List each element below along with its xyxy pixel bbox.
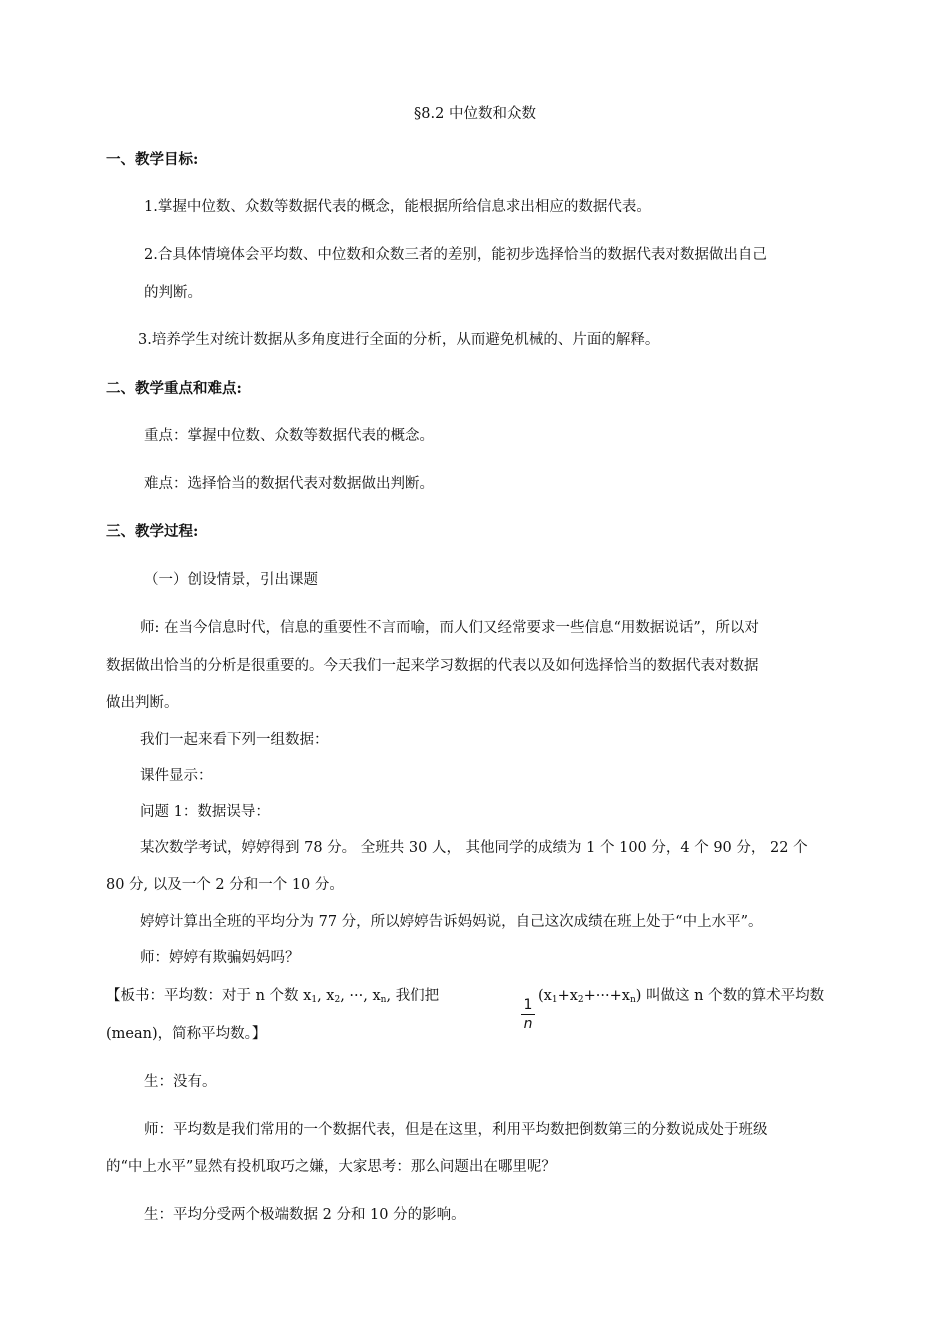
fraction-bar [521, 1014, 535, 1015]
story-conclusion: 婷婷计算出全班的平均分为 77 分，所以婷婷告诉妈妈说，自己这次成绩在班上处于“中上水平”。 [140, 914, 763, 930]
problem-1-heading: 问题 1：数据误导： [140, 804, 270, 820]
fraction-denominator: n [523, 1016, 533, 1032]
teacher-intro-line-1: 师: 在当今信息时代，信息的重要性不言而喻，而人们又经常要求一些信息“用数据说话”，所以对 [140, 620, 759, 636]
teacher-explanation-line-2: 的“中上水平”显然有投机取巧之嫌，大家思考：那么问题出在哪里呢？ [106, 1159, 556, 1175]
board-note-line-1-right: $(x_1+x_2+\cdot\cdot\cdot+x_n)$ 叫做这 n 个数的算术平均数 [538, 988, 825, 1005]
teacher-question: 师：婷婷有欺骗妈妈吗？ [140, 950, 300, 966]
section-heading-process: 三、教学过程: [106, 523, 199, 540]
paragraph-slide-display: 课件显示： [140, 768, 213, 784]
story-line-2: 80 分, 以及一个 2 分和一个 10 分。 [106, 877, 344, 893]
section-heading-goals: 一、教学目标: [106, 151, 199, 168]
student-answer-2: 生：平均分受两个极端数据 2 分和 10 分的影响。 [144, 1207, 466, 1223]
student-answer-1: 生：没有。 [144, 1074, 217, 1090]
goal-1: 1.掌握中位数、众数等数据代表的概念，能根据所给信息求出相应的数据代表。 [144, 199, 651, 215]
process-subheading: （一）创设情景，引出课题 [144, 572, 318, 588]
story-line-1: 某次数学考试，婷婷得到 78 分。 全班共 30 人， 其他同学的成绩为 1 个 100 分，4 个 90 分， 22 个 [140, 840, 808, 856]
key-point-difficulty: 难点：选择恰当的数据代表对数据做出判断。 [144, 476, 434, 492]
teacher-intro-line-3: 做出判断。 [106, 695, 179, 711]
page-title: §8.2 中位数和众数 [414, 106, 536, 122]
board-note-line-1-left: 【板书：平均数：对于 n 个数 $x_1$, $x_2$, ···, $x_n$, 我们把 [106, 988, 440, 1005]
key-point-focus: 重点：掌握中位数、众数等数据代表的概念。 [144, 428, 434, 444]
goal-2-line-2: 的判断。 [144, 285, 202, 301]
fraction-numerator: 1 [523, 997, 533, 1013]
fraction-one-over-n [521, 997, 535, 1032]
goal-3: 3.培养学生对统计数据从多角度进行全面的分析，从而避免机械的、片面的解释。 [138, 332, 660, 348]
teacher-intro-line-2: 数据做出恰当的分析是很重要的。今天我们一起来学习数据的代表以及如何选择恰当的数据代表对数据 [106, 658, 759, 674]
paragraph-look-at-data: 我们一起来看下列一组数据： [140, 732, 329, 748]
section-heading-key-points: 二、教学重点和难点: [106, 380, 242, 397]
teacher-explanation-line-1: 师：平均数是我们常用的一个数据代表，但是在这里，利用平均数把倒数第三的分数说成处于班级 [144, 1122, 768, 1138]
goal-2-line-1: 2.合具体情境体会平均数、中位数和众数三者的差别，能初步选择恰当的数据代表对数据做出自己 [144, 247, 767, 263]
board-note-line-2: (mean)，简称平均数。】 [106, 1026, 267, 1042]
